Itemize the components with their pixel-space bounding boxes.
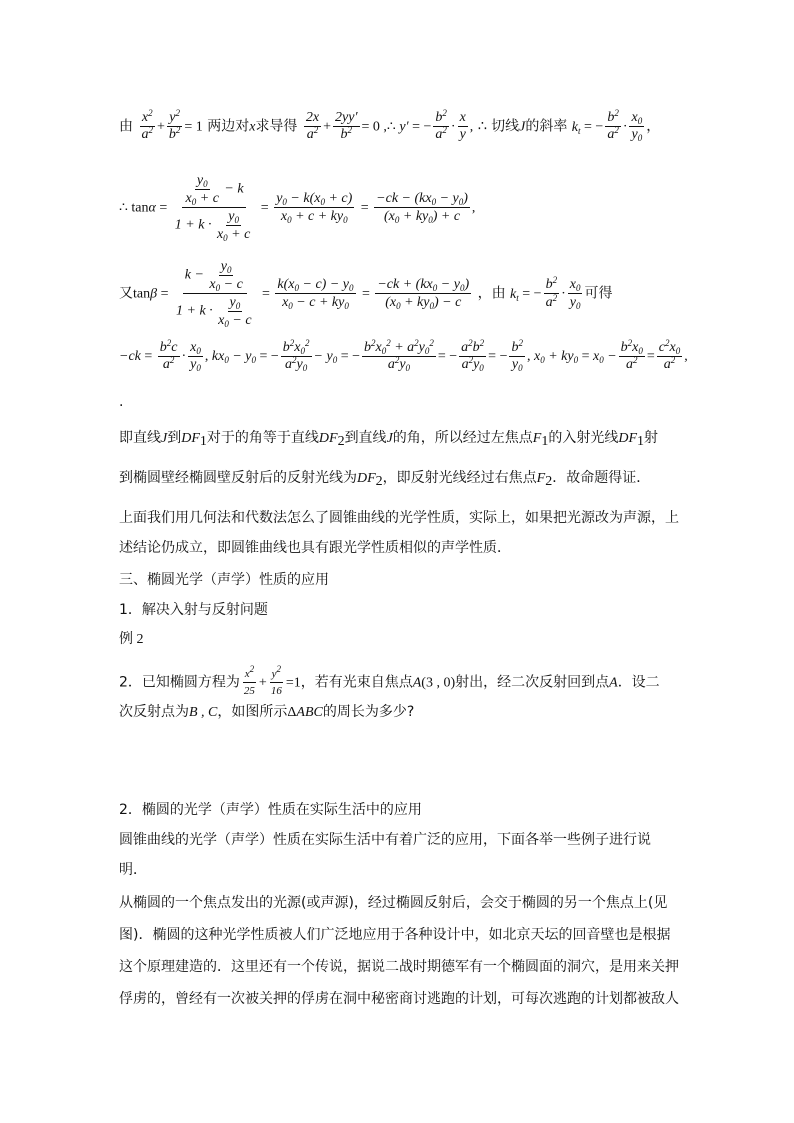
fraction: $\frac{b^2}{a^2}$ <box>545 275 558 310</box>
text-fragment: 对于的角等于直线 <box>206 430 319 446</box>
compound-fraction: $\frac{y_0}{x_0 + c}$ − k 1 + k · $\frac{y_0}{x_0 + c}$ <box>174 173 251 243</box>
text-fragment: 求导得 <box>255 118 298 135</box>
math-var: A <box>609 675 618 691</box>
section-heading: 三、椭圆光学（声学）性质的应用 <box>119 572 329 588</box>
subsection-heading-2: 2．椭圆的光学（声学）性质在实际生活中的应用 <box>119 802 422 818</box>
subsection-heading-1: 1．解决入射与反射问题 <box>119 602 268 618</box>
text-fragment: 到直线 <box>344 430 387 446</box>
text-fragment: 射 <box>644 430 659 446</box>
text-fragment: 的周长为多少? <box>322 704 415 720</box>
text-fragment: 到 <box>167 430 182 446</box>
text-fragment: 2．已知椭圆方程为 <box>119 674 240 691</box>
text-fragment: ．设二 <box>617 674 660 691</box>
compound-fraction: k − $\frac{y_0}{x_0 - c}$ 1 + k · $\frac{y_0}{x_0 - c}$ <box>176 259 252 329</box>
paragraph-4-line-3: 这个原理建造的．这里还有一个传说，据说二战时期德军有一个椭圆面的洞穴，是用来关押 <box>119 959 679 975</box>
fraction: $\frac{c^2x_0}{a^2}$ <box>658 338 681 372</box>
fraction: $\frac{b^2}{y_0}$ <box>511 338 523 373</box>
text-fragment: 射出，经二次反射回到点 <box>455 674 610 691</box>
math-var: x <box>249 119 256 135</box>
text-fragment: ，即反射光线经过右焦点 <box>382 470 537 486</box>
equation-derivation: −ck = $\frac{b^2c}{a^2}$ · $\frac{x_0}{y_0}$ , $kx_0 - y_0$ = − $\frac{b^2x_0^2}{a^2y_0}$ − $y_0$ = − $\frac{b^2x_0^2 + a^2y_0^2}{a^2y_0}$ = − $\frac{a^2b^2}{a^2y_0}$ = − $\frac{b^2}{y_0}$ , $x_0 + ky_0 = x_0$ − $\frac{b^2x_0}{a^2}$ = $\frac{c^2x_0}{a^2}$ , <box>119 338 688 373</box>
fraction: $\frac{b^2x_0^2 + a^2y_0^2}{a^2y_0}$ <box>363 338 434 373</box>
fraction: $\frac{x}{y}$ <box>459 110 466 142</box>
fraction: $\frac{b^2}{a^2}$ <box>607 108 619 142</box>
text-fragment: 次反射点为 <box>119 704 189 720</box>
text-fragment: ，如图所示 <box>217 704 288 720</box>
paragraph-4-line-2: 图)．椭圆的这种光学性质被人们广泛地应用于各种设计中，如北京天坛的回音壁也是根据 <box>119 927 671 943</box>
problem-line-2: 次反射点为B , C，如图所示ΔABC的周长为多少? <box>119 704 415 720</box>
fraction: $\frac{b^2x_0^2}{a^2y_0}$ <box>282 338 310 373</box>
text-fragment: ，由 <box>477 285 506 302</box>
math-var: DF <box>181 431 200 446</box>
text-fragment: 两边对 <box>207 118 250 135</box>
equation-tan-beta: 又tanβ = k − $\frac{y_0}{x_0 - c}$ 1 + k · $\frac{y_0}{x_0 - c}$ = $\frac{k(x_0 - c) - y_0}{x_0 - c + ky_0}$ = $\frac{-ck + (kx_0 - y_0)}{(x_0 + ky_0) - c}$ ，由 $k_t$ = − $\frac{b^2}{a^2}$ · $\frac{x_0}{y_0}$ 可得 <box>119 259 613 329</box>
paragraph-4-line-4: 俘虏的，曾经有一次被关押的俘虏在洞中秘密商讨逃跑的计划，可每次逃跑的计划都被敌人 <box>119 991 679 1007</box>
fraction: $\frac{y^2}{16}$ <box>270 664 282 697</box>
fraction: $\frac{-ck - (kx_0 - y_0)}{(x_0 + ky_0) + c}$ <box>376 191 468 225</box>
paragraph-3-line-2: 明． <box>119 862 147 878</box>
math-var: J <box>519 119 526 135</box>
paragraph-4-line-1: 从椭圆的一个焦点发出的光源(或声源)，经过椭圆反射后，会交于椭圆的另一个焦点上(见 <box>119 895 668 911</box>
text-fragment: 又 <box>119 285 133 302</box>
fraction: $\frac{b^2c}{a^2}$ <box>159 338 178 372</box>
fraction: $\frac{x_0}{y_0}$ <box>190 340 201 373</box>
fraction: $\frac{x_0}{y_0}$ <box>631 110 643 143</box>
paragraph-2-line-2: 述结论仍成立，即圆锥曲线也具有跟光学性质相似的声学性质． <box>119 540 511 556</box>
fraction: $\frac{-ck + (kx_0 - y_0)}{(x_0 + ky_0) - c}$ <box>377 277 470 311</box>
paragraph-1-line-1: 即直线J到$DF_1$对于的角等于直线$DF_2$到直线J的角，所以经过左焦点$F_1$的入射光线$DF_1$射 <box>119 430 659 449</box>
text-fragment: ∴ 切线 <box>477 118 520 135</box>
dot-line: . <box>119 394 124 410</box>
problem-line-1: 2．已知椭圆方程为 $\frac{x^2}{25}$ + $\frac{y^2}{16}$ =1，若有光束自焦点A(3 , 0)射出，经二次反射回到点A．设二 <box>119 664 660 697</box>
text-fragment: 可得 <box>584 285 613 302</box>
fraction: $\frac{x^2}{a^2}$ <box>141 108 153 142</box>
equation-line-1: 由 $\frac{x^2}{a^2}$ + $\frac{y^2}{b^2}$ = 1 两边对x求导得 $\frac{2x}{a^2}$ + $\frac{2yy'}{b^2}$ = 0 ,∴ y′ = − $\frac{b^2}{a^2}$ · $\frac{x}{y}$ , ∴ 切线J的斜率 $k_t$ = − $\frac{b^2}{a^2}$ · $\frac{x_0}{y_0}$ ， <box>119 108 661 143</box>
fraction: $\frac{x_0}{y_0}$ <box>569 277 581 311</box>
fraction: $\frac{k(x_0 - c) - y_0}{x_0 - c + ky_0}$ <box>277 277 354 311</box>
fraction: $\frac{2x}{a^2}$ <box>305 110 320 142</box>
math-var: F <box>536 471 546 486</box>
text-fragment: 即直线 <box>119 430 161 446</box>
text-fragment: ，若有光束自焦点 <box>300 674 413 691</box>
text-fragment: 的角，所以经过左焦点 <box>392 430 533 446</box>
math-var: DF <box>357 471 376 486</box>
fraction: $\frac{2yy'}{b^2}$ <box>335 110 358 142</box>
math-var: J <box>161 431 168 446</box>
text-fragment: 到椭圆壁经椭圆壁反射后的反射光线为 <box>119 470 357 486</box>
math-var: DF <box>318 431 338 446</box>
fraction: $\frac{y^2}{b^2}$ <box>168 108 181 142</box>
equation-tan-alpha: ∴ tanα = $\frac{y_0}{x_0 + c}$ − k 1 + k · $\frac{y_0}{x_0 + c}$ = $\frac{y_0 - k(x_0 + c)}{x_0 + c + ky_0}$ = $\frac{-ck - (kx_0 - y_0)}{(x_0 + ky_0) + c}$ , <box>119 173 476 243</box>
fraction: $\frac{b^2x_0}{a^2}$ <box>620 338 643 372</box>
text-fragment: 的斜率 <box>525 118 568 135</box>
example-label: 例 2 <box>119 632 144 647</box>
math-var: J <box>386 431 393 446</box>
paragraph-1-line-2: 到椭圆壁经椭圆壁反射后的反射光线为$DF_2$，即反射光线经过右焦点$F_2$．故命题得证． <box>119 470 651 489</box>
paragraph-3-line-1: 圆锥曲线的光学（声学）性质在实际生活中有着广泛的应用，下面各举一些例子进行说 <box>119 832 651 848</box>
math-var: DF <box>618 431 638 446</box>
paragraph-2-line-1: 上面我们用几何法和代数法怎么了圆锥曲线的光学性质，实际上，如果把光源改为声源，上 <box>119 510 679 526</box>
fraction: $\frac{b^2}{a^2}$ <box>435 108 447 142</box>
text-fragment: ．故命题得证． <box>552 470 651 486</box>
fraction: $\frac{y_0 - k(x_0 + c)}{x_0 + c + ky_0}$ <box>276 191 353 225</box>
fraction: $\frac{x^2}{25}$ <box>243 664 255 697</box>
fraction: $\frac{a^2b^2}{a^2y_0}$ <box>461 338 485 373</box>
text-fragment: 由 <box>119 118 133 135</box>
text-fragment: 的入射光线 <box>548 430 619 446</box>
math-var: F <box>532 431 542 446</box>
